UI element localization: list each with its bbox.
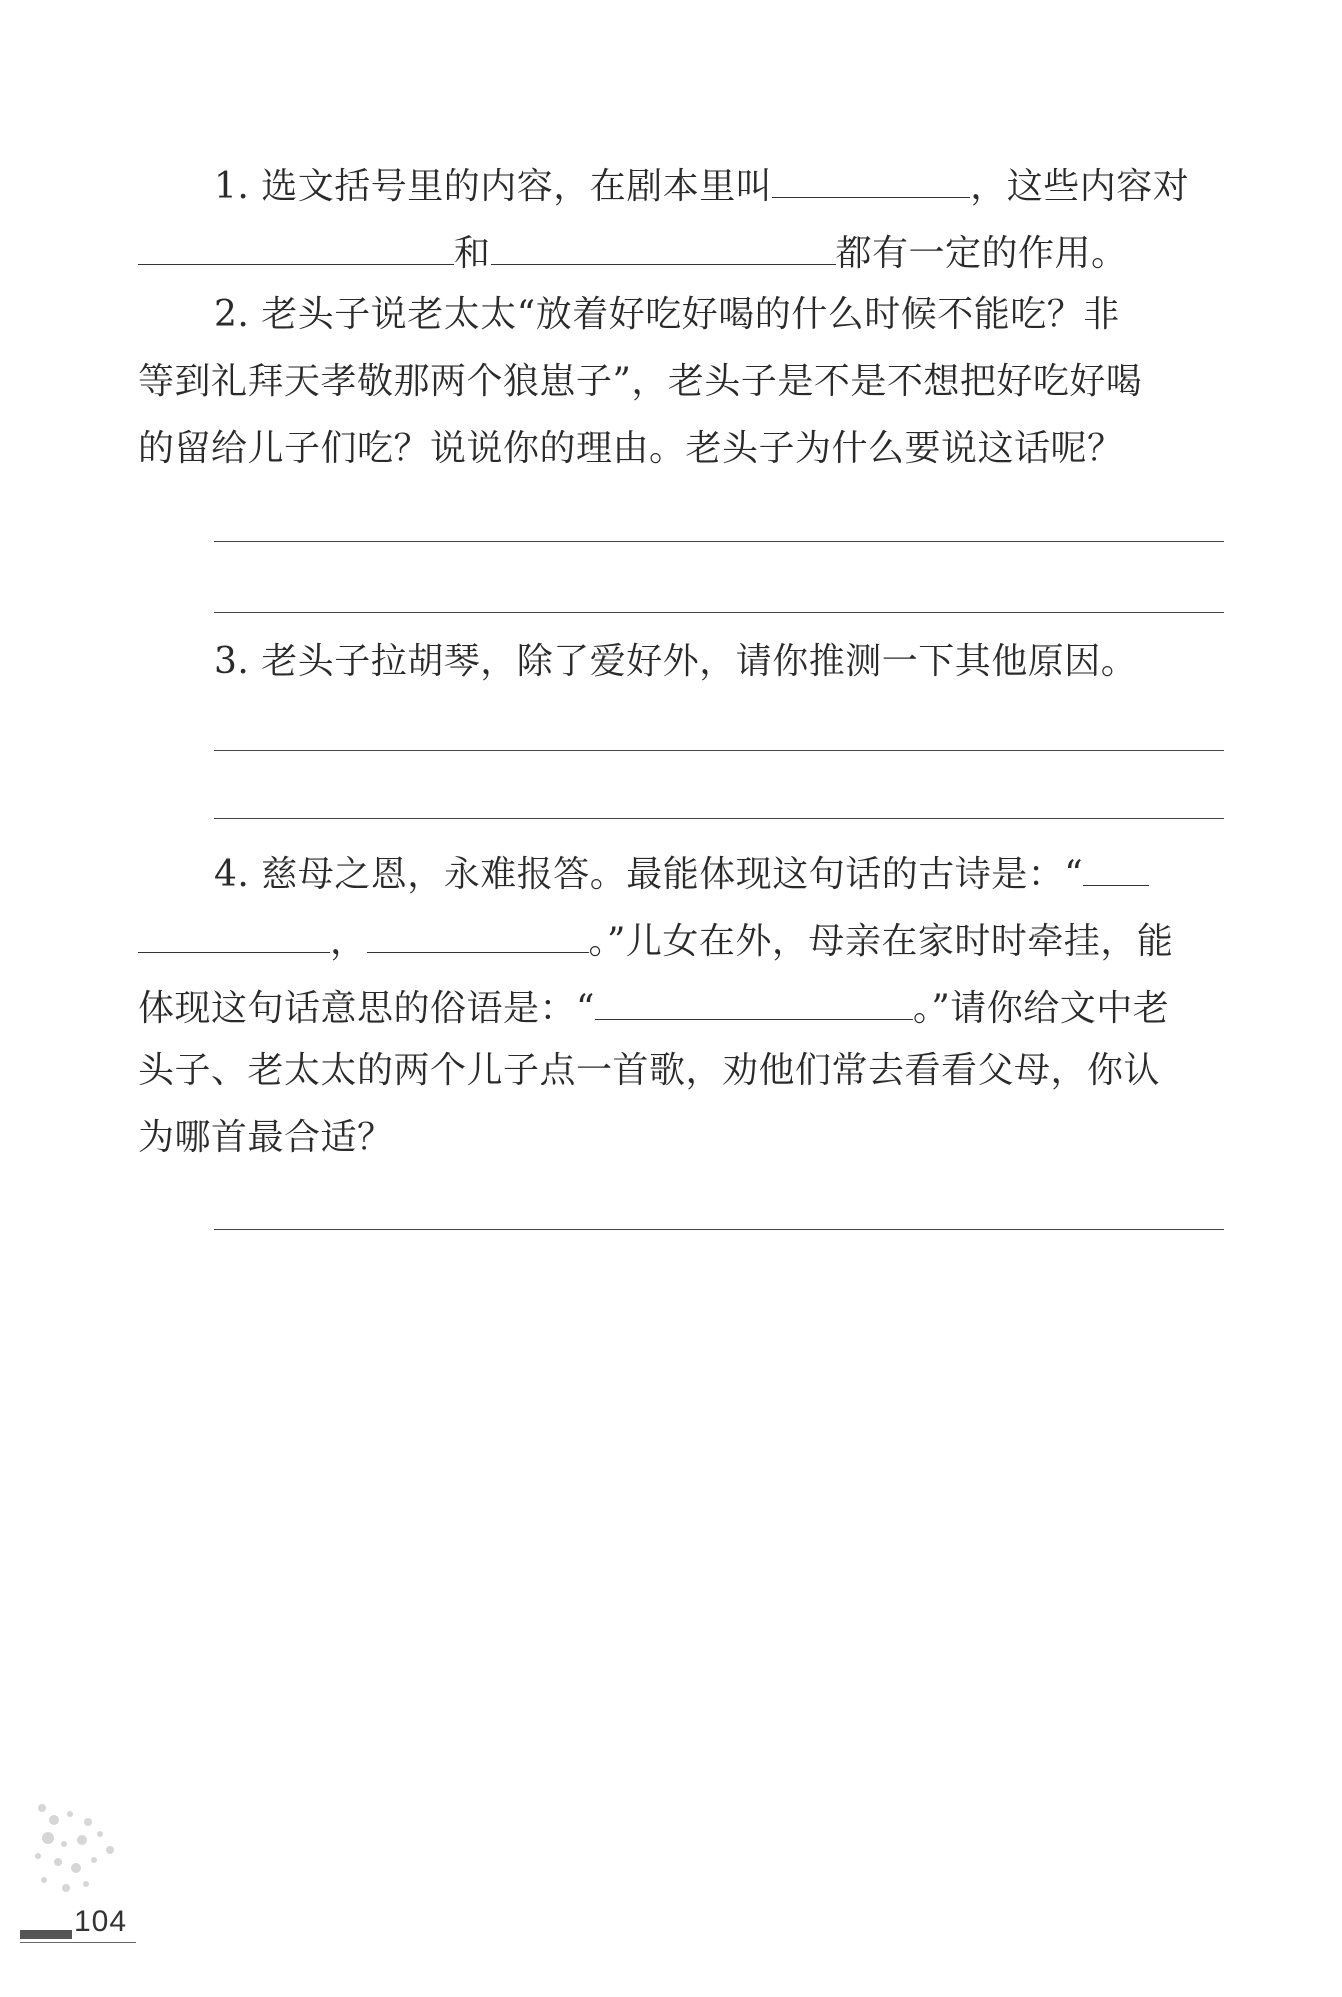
question-4-text-b: ，	[330, 921, 367, 962]
page-number-rule	[20, 1942, 136, 1943]
question-2-line-2: 等到礼拜天孝敬那两个狼崽子”，老头子是不是不想把好吃好喝	[138, 361, 1143, 402]
question-2-answer-line-1[interactable]	[214, 541, 1224, 542]
corner-decoration-graphic	[30, 1800, 140, 1910]
question-3-answer-line-1[interactable]	[214, 750, 1224, 751]
question-4-text-c: 。”儿女在外，母亲在家时时牵挂，能	[588, 921, 1174, 962]
question-4-line-5: 为哪首最合适？	[138, 1117, 394, 1158]
question-4-answer-line[interactable]	[214, 1229, 1224, 1230]
question-1-text-b: ，这些内容对	[970, 166, 1190, 207]
question-1-blank-a[interactable]	[138, 224, 454, 265]
question-4-line-3	[138, 979, 1169, 1034]
question-1-line-1	[214, 157, 1189, 212]
question-2-line-3: 的留给儿子们吃？说说你的理由。老头子为什么要说这话呢？	[138, 428, 1124, 469]
question-2-line-1: 2. 老头子说老太太“放着好吃好喝的什么时候不能吃？非	[214, 294, 1120, 335]
question-1-text-d: 都有一定的作用。	[835, 233, 1128, 274]
question-4-blank-poem-start[interactable]	[1083, 845, 1149, 886]
question-4-line-4: 头子、老太太的两个儿子点一首歌，劝他们常去看看父母，你认	[138, 1050, 1161, 1091]
question-4-blank-saying[interactable]	[595, 979, 913, 1020]
page-number: 104	[74, 1905, 128, 1938]
question-4-blank-poem-b[interactable]	[367, 912, 589, 953]
question-1-line-2	[138, 224, 1128, 279]
question-4-line-1	[214, 845, 1149, 900]
question-1-text-c: 和	[454, 233, 491, 274]
question-1-text-a: 1. 选文括号里的内容，在剧本里叫	[214, 166, 773, 207]
question-4-text-e: 。”请你给文中老	[912, 988, 1170, 1029]
question-3-line-1: 3. 老头子拉胡琴，除了爱好外，请你推测一下其他原因。	[214, 641, 1138, 682]
question-3-answer-line-2[interactable]	[214, 818, 1224, 819]
question-2-answer-line-2[interactable]	[214, 612, 1224, 613]
question-4-line-2	[138, 912, 1173, 967]
page-number-marker	[20, 1930, 72, 1939]
question-4-text-d: 体现这句话意思的俗语是：“	[138, 988, 595, 1029]
question-1-blank-term[interactable]	[772, 157, 970, 198]
question-1-blank-b[interactable]	[491, 224, 836, 265]
question-4-text-a: 4. 慈母之恩，永难报答。最能体现这句话的古诗是：“	[214, 854, 1084, 895]
question-4-blank-poem-a[interactable]	[138, 912, 330, 953]
